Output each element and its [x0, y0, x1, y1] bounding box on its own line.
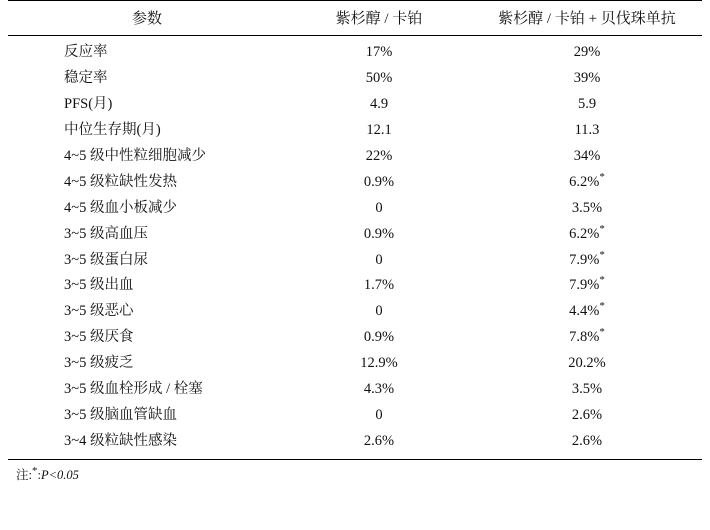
- cell-arm-2-text: 3.5%: [571, 199, 603, 216]
- cell-arm-2-text: 6.2%: [569, 225, 600, 242]
- cell-parameter: 3~5 级恶心: [64, 303, 134, 320]
- cell-arm-2-value: [472, 170, 702, 196]
- column-header-arm-1: 紫杉醇 / 卡铂: [286, 1, 472, 36]
- table-row: [8, 273, 702, 299]
- table-body: [8, 36, 702, 460]
- table-row: [8, 351, 702, 377]
- cell-parameter: 3~5 级出血: [64, 277, 134, 294]
- significance-star-icon: *: [599, 300, 605, 313]
- cell-arm-1-value: 22%: [365, 147, 393, 164]
- table-row: [8, 170, 702, 196]
- table-row: [8, 92, 702, 118]
- cell-arm-1-value: 0: [375, 407, 383, 424]
- column-header-parameter: 参数: [8, 1, 286, 36]
- table-row: [8, 144, 702, 170]
- table-row: [8, 195, 702, 221]
- cell-arm-2-value: [472, 299, 702, 325]
- footnote-star-marker: *: [31, 464, 38, 477]
- cell-arm-2-text: 39%: [573, 69, 601, 86]
- table-row: [8, 221, 702, 247]
- cell-arm-1-value: 12.1: [366, 121, 392, 138]
- cell-arm-1-value: 1.7%: [363, 277, 395, 294]
- table-row: [8, 403, 702, 429]
- table-row: [8, 325, 702, 351]
- cell-arm-2-value: [472, 92, 702, 118]
- cell-arm-1-value: 50%: [365, 69, 393, 86]
- table-row: [8, 36, 702, 66]
- table-row: [8, 377, 702, 403]
- cell-arm-2-value: [472, 325, 702, 351]
- footnote-prefix: 注:: [16, 467, 32, 482]
- cell-arm-2-text: 3.5%: [571, 381, 603, 398]
- cell-parameter: 稳定率: [64, 69, 108, 86]
- cell-arm-1-value: 0.9%: [363, 225, 395, 242]
- cell-parameter: 3~5 级脑血管缺血: [64, 407, 177, 424]
- cell-arm-2-value: [472, 403, 702, 429]
- cell-parameter: PFS(月): [64, 95, 113, 112]
- cell-parameter: 4~5 级血小板减少: [64, 199, 177, 216]
- cell-arm-2-value: [472, 118, 702, 144]
- table-row: [8, 247, 702, 273]
- cell-parameter: 4~5 级粒缺性发热: [64, 173, 177, 190]
- cell-arm-1-value: 0.9%: [363, 329, 395, 346]
- table-row: [8, 118, 702, 144]
- results-table: [8, 0, 702, 460]
- footnote-statistic: P<0.05: [40, 467, 79, 482]
- cell-arm-2-value: [472, 221, 702, 247]
- cell-arm-1-value: 0: [375, 199, 383, 216]
- cell-arm-2-text: 7.8%: [569, 329, 600, 346]
- significance-star-icon: *: [599, 248, 605, 261]
- cell-arm-2-text: 7.9%: [569, 277, 600, 294]
- table-row: [8, 299, 702, 325]
- cell-arm-2-text: 2.6%: [571, 433, 603, 450]
- table-row: [8, 429, 702, 459]
- cell-arm-2-text: 20.2%: [568, 355, 606, 372]
- cell-arm-1-value: 2.6%: [286, 429, 472, 459]
- cell-arm-1-value: 0: [375, 303, 383, 320]
- table-row: [8, 66, 702, 92]
- cell-parameter: 中位生存期(月): [64, 121, 161, 138]
- cell-parameter: 4~5 级中性粒细胞减少: [64, 147, 206, 164]
- cell-arm-2-value: [472, 351, 702, 377]
- cell-arm-2-value: [472, 377, 702, 403]
- cell-arm-1-value: 0: [375, 251, 383, 268]
- cell-arm-2-text: 2.6%: [571, 407, 603, 424]
- cell-arm-2-text: 29%: [573, 44, 601, 60]
- cell-arm-1-value: 0.9%: [363, 173, 395, 190]
- significance-star-icon: *: [599, 326, 605, 339]
- cell-parameter: 3~4 级粒缺性感染: [8, 429, 286, 459]
- cell-arm-2-text: 6.2%: [569, 173, 600, 190]
- cell-arm-2-text: 4.4%: [569, 303, 600, 320]
- footnote-separator: :: [37, 467, 41, 482]
- cell-arm-2-value: [472, 195, 702, 221]
- cell-parameter: 3~5 级厌食: [64, 329, 134, 346]
- significance-star-icon: *: [599, 170, 605, 183]
- cell-arm-2-text: 34%: [573, 147, 601, 164]
- cell-arm-2-value: [472, 36, 702, 66]
- cell-arm-2-value: [472, 66, 702, 92]
- significance-star-icon: *: [599, 222, 605, 235]
- table-header: [8, 1, 702, 36]
- cell-arm-2-text: 7.9%: [569, 251, 600, 268]
- cell-arm-2-text: 5.9: [577, 95, 597, 112]
- cell-arm-2-value: [472, 247, 702, 273]
- cell-parameter: 反应率: [64, 44, 108, 60]
- cell-arm-2-value: [472, 429, 702, 459]
- cell-parameter: 3~5 级血栓形成 / 栓塞: [64, 381, 203, 398]
- column-header-arm-2: 紫杉醇 / 卡铂 + 贝伐珠单抗: [472, 1, 702, 36]
- cell-parameter: 3~5 级蛋白尿: [64, 251, 148, 268]
- cell-arm-1-value: 4.3%: [363, 381, 395, 398]
- cell-arm-2-text: 11.3: [574, 121, 600, 138]
- cell-arm-2-value: [472, 273, 702, 299]
- significance-star-icon: *: [599, 274, 605, 287]
- cell-arm-1-value: 4.9: [369, 95, 389, 112]
- cell-parameter: 3~5 级疲乏: [64, 355, 134, 372]
- cell-arm-1-value: 12.9%: [360, 355, 398, 372]
- cell-arm-2-value: [472, 144, 702, 170]
- header-row: [8, 1, 702, 36]
- cell-arm-1-value: 17%: [365, 44, 393, 60]
- cell-parameter: 3~5 级高血压: [64, 225, 148, 242]
- table-footnote: [16, 465, 702, 483]
